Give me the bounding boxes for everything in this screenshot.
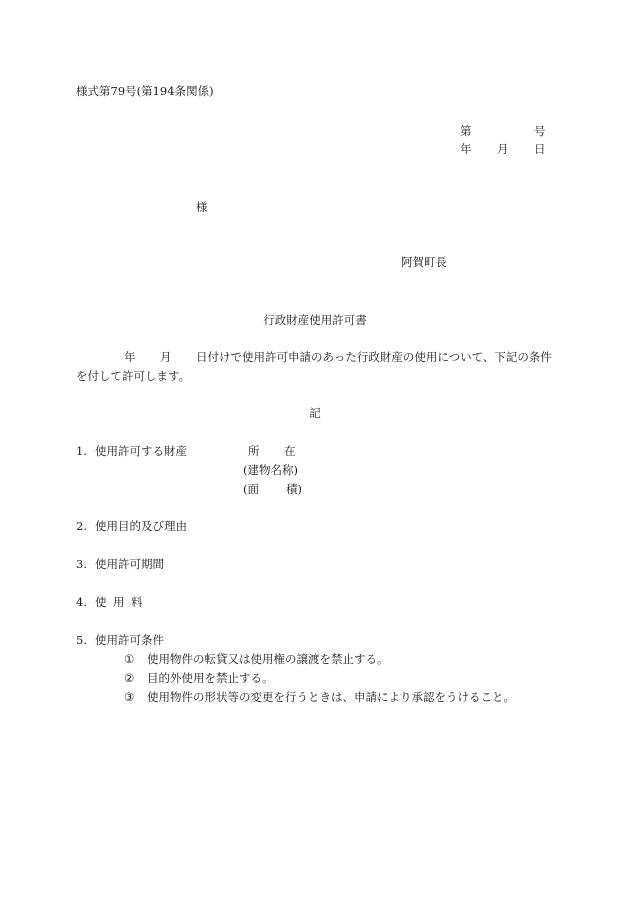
body-text-line2: を付して許可します。: [76, 369, 191, 383]
item-number: 3.: [76, 557, 87, 571]
body-text-line1: 日付けで使用許可申請のあった行政財産の使用について、下記の条件: [196, 350, 552, 364]
condition-text: 目的外使用を禁止する。: [147, 671, 274, 685]
item-number: 4.: [76, 595, 87, 609]
condition-mark: ②: [124, 671, 135, 685]
body-month: 月: [160, 350, 172, 364]
item-label-char: 用: [113, 595, 125, 609]
location-label-b: 在: [284, 444, 296, 458]
item-label-char: 料: [131, 595, 143, 609]
condition-mark: ③: [124, 690, 135, 704]
number-prefix: 第: [460, 124, 472, 138]
item-number: 2.: [76, 519, 87, 533]
item-label: 使用目的及び理由: [95, 519, 187, 533]
building-name-label: (建物名称): [243, 463, 298, 477]
item-label: 使用許可条件: [95, 633, 164, 647]
document-title: 行政財産使用許可書: [263, 313, 367, 327]
form-label: 様式第79号(第194条関係): [76, 84, 214, 98]
date-month: 月: [497, 142, 509, 156]
area-label-a: (面: [243, 482, 259, 496]
number-suffix: 号: [534, 124, 546, 138]
ki-marker: 記: [309, 406, 321, 420]
item-label: 使用許可する財産: [95, 444, 187, 458]
location-label-a: 所: [248, 444, 260, 458]
area-label-b: 積): [286, 482, 302, 496]
date-year: 年: [460, 142, 472, 156]
condition-text: 使用物件の転貸又は使用権の譲渡を禁止する。: [147, 652, 389, 666]
date-day: 日: [534, 142, 546, 156]
condition-text: 使用物件の形状等の変更を行うときは、申請により承認をうけること。: [147, 690, 515, 704]
item-label-char: 使: [95, 595, 107, 609]
item-number: 5.: [76, 633, 87, 647]
item-number: 1.: [76, 444, 87, 458]
body-year: 年: [124, 350, 136, 364]
item-label: 使用許可期間: [95, 557, 164, 571]
recipient-suffix: 様: [196, 200, 208, 214]
condition-mark: ①: [124, 652, 135, 666]
issuer: 阿賀町長: [401, 255, 447, 269]
